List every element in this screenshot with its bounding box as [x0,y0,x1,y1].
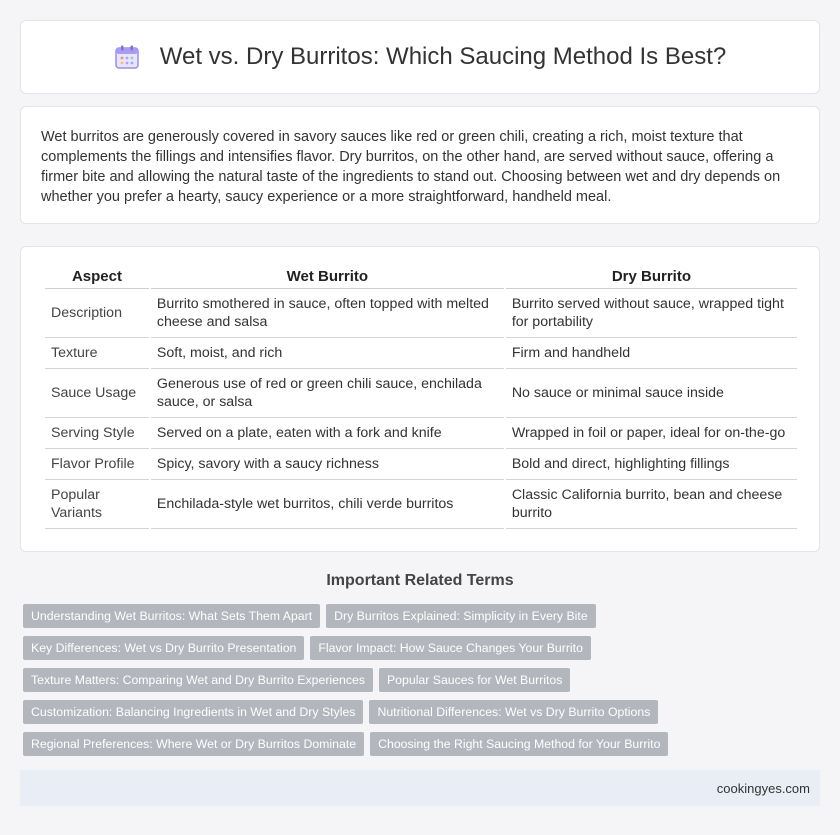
intro-paragraph: Wet burritos are generously covered in savory sauces like red or green chili, creating a rich, moist texture that complements the fillings and intensifies flavor. Dry burritos, on the other hand, are served without sauce, offering a firmer bite and allowing the natural taste of the ingredients to stand out. Choosing between wet and dry depends on whether you prefer a hearty, saucy experience or a more straightforward, handheld meal. [41,129,781,205]
related-term-link[interactable]: Key Differences: Wet vs Dry Burrito Presentation [23,636,304,660]
related-term-link[interactable]: Flavor Impact: How Sauce Changes Your Burrito [310,636,591,660]
related-term-link[interactable]: Texture Matters: Comparing Wet and Dry Burrito Experiences [23,668,373,692]
cell-wet: Burrito smothered in sauce, often topped with melted cheese and salsa [151,289,504,338]
cell-aspect: Flavor Profile [45,449,149,480]
cell-wet: Enchilada-style wet burritos, chili verde burritos [151,480,504,529]
cell-dry: No sauce or minimal sauce inside [506,369,797,418]
cell-dry: Classic California burrito, bean and cheese burrito [506,480,797,529]
header-aspect: Aspect [45,265,149,289]
related-term-link[interactable]: Regional Preferences: Where Wet or Dry Burritos Dominate [23,732,364,756]
cell-dry: Burrito served without sauce, wrapped tight for portability [506,289,797,338]
tag-row [23,604,823,628]
cell-aspect: Popular Variants [45,480,149,529]
calendar-icon [114,44,140,70]
footer [20,770,820,806]
cell-wet: Served on a plate, eaten with a fork and knife [151,418,504,449]
comparison-table [43,265,799,529]
cell-aspect: Texture [45,338,149,369]
footer-brand[interactable]: cookingyes.com [716,780,810,796]
page-title: Wet vs. Dry Burritos: Which Saucing Method Is Best? [159,43,727,70]
cell-aspect: Sauce Usage [45,369,149,418]
title-card [20,20,820,94]
related-terms-list [23,604,823,764]
cell-dry: Firm and handheld [506,338,797,369]
tag-row [23,636,823,660]
related-term-link[interactable]: Popular Sauces for Wet Burritos [379,668,570,692]
table-row [45,418,797,449]
cell-wet: Soft, moist, and rich [151,338,504,369]
tag-row [23,732,823,756]
related-terms-heading: Important Related Terms [326,572,514,589]
related-term-link[interactable]: Understanding Wet Burritos: What Sets Them Apart [23,604,320,628]
comparison-table-card [20,246,820,552]
cell-dry: Wrapped in foil or paper, ideal for on-the-go [506,418,797,449]
table-row [45,369,797,418]
related-term-link[interactable]: Choosing the Right Saucing Method for Your Burrito [370,732,668,756]
header-dry-burrito: Dry Burrito [506,265,797,289]
table-row [45,480,797,529]
cell-wet: Spicy, savory with a saucy richness [151,449,504,480]
table-row [45,289,797,338]
tag-row [23,700,823,724]
cell-aspect: Description [45,289,149,338]
cell-dry: Bold and direct, highlighting fillings [506,449,797,480]
intro-card [20,106,820,224]
table-row [45,338,797,369]
cell-wet: Generous use of red or green chili sauce, enchilada sauce, or salsa [151,369,504,418]
cell-aspect: Serving Style [45,418,149,449]
table-row [45,449,797,480]
related-term-link[interactable]: Customization: Balancing Ingredients in Wet and Dry Styles [23,700,363,724]
related-term-link[interactable]: Dry Burritos Explained: Simplicity in Every Bite [326,604,596,628]
tag-row [23,668,823,692]
related-term-link[interactable]: Nutritional Differences: Wet vs Dry Burrito Options [369,700,658,724]
table-header-row [45,265,797,289]
header-wet-burrito: Wet Burrito [151,265,504,289]
